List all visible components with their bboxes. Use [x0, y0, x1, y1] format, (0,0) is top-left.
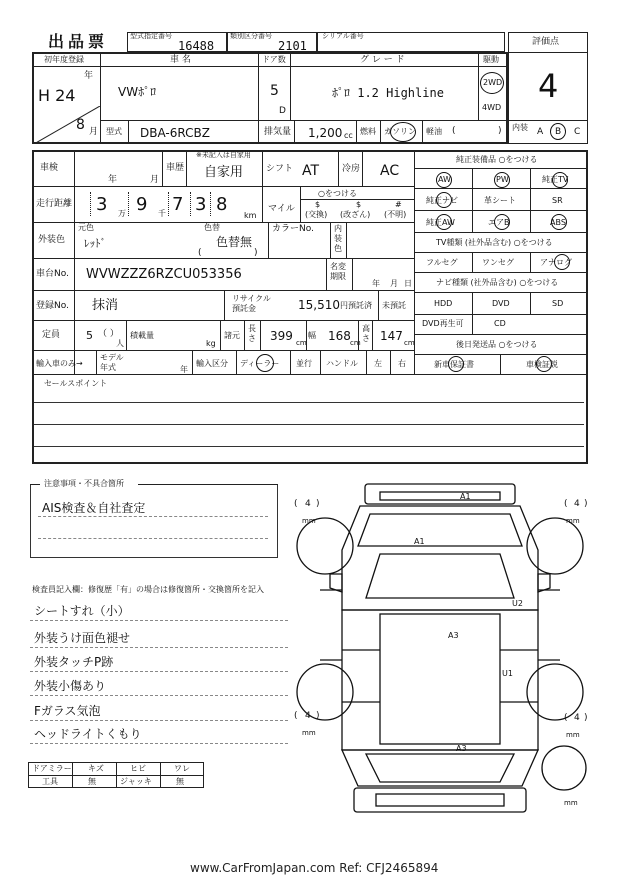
unknown-a: # [395, 200, 402, 209]
navi-sd: SD [552, 299, 564, 308]
interior-a: A [537, 127, 544, 137]
import-label: 輸入車のみ→ [36, 359, 83, 368]
first-reg-era: H 24 [38, 86, 76, 105]
damage-u2: U2 [512, 599, 523, 608]
reg-value: 抹消 [92, 298, 119, 313]
load-label: 積載量 [130, 331, 154, 340]
equip-airbag: エアB [488, 218, 510, 227]
first-reg-label: 初年度登録 [44, 55, 84, 64]
tamper-a: $ [356, 200, 362, 209]
class-label: 類別区分番号 [230, 32, 272, 40]
width-value: 168 [328, 329, 351, 343]
note-item-2: 外装うけ面色褪せ [34, 631, 131, 645]
fuel-circle [390, 122, 416, 142]
disp-label: 排気量 [264, 127, 292, 137]
drive-2wd: 2WD [483, 78, 503, 87]
equip-pw-circle [494, 172, 510, 188]
car-name-value: VWﾎﾟﾛ [118, 85, 157, 99]
navi-title: ナビ種類 (社外品含む) ○をつける [436, 278, 559, 287]
footer-watermark: www.CarFromJapan.com Ref: CFJ2465894 [190, 861, 439, 875]
length-value: 399 [270, 329, 293, 343]
interior-b: B [555, 127, 562, 137]
tv-analog-circle [554, 254, 570, 270]
repaint-value: 色替無 [216, 235, 253, 249]
check-note: ○をつける [318, 189, 357, 198]
shaken-month: 月 [150, 175, 160, 185]
later-cert: 車検証説 [526, 360, 558, 369]
mirror-h0: ドアミラー [32, 764, 72, 773]
grade-label: グ レ ー ド [360, 55, 405, 65]
mileage-digit-5: 8 [216, 194, 228, 215]
navi-dvd: DVD [492, 299, 510, 308]
mile-label: マイル [268, 204, 295, 214]
mirror-h2: ヒビ [130, 764, 146, 773]
import-cat-label: 輸入区分 [196, 359, 228, 368]
doors-label: ドア数 [262, 55, 286, 64]
serial-label: シリアル番号 [322, 32, 364, 40]
color-orig-value: ﾚｯﾄﾞ [84, 237, 106, 250]
notes-title: 注意事項・不具合箇所 [44, 479, 124, 488]
year-unit: 年 [84, 71, 94, 81]
doors-sub: D [279, 106, 286, 116]
tire-fl: 4 [305, 499, 311, 509]
tv-title: TV種類 (社外品含む) ○をつける [436, 238, 553, 247]
drive-2wd-circle [480, 72, 504, 94]
first-reg-month: 8 [76, 117, 85, 133]
height-cm: cm [404, 339, 415, 347]
sheet-title: 出品票 [48, 32, 109, 51]
damage-a1-hood: A1 [414, 537, 425, 546]
use-note: ※未記入は自家用 [196, 151, 251, 159]
note-item-1: シートすれ（小） [34, 604, 130, 618]
tire-rr: 4 [574, 713, 580, 723]
equip-navi-circle [436, 192, 452, 208]
tamper-b: (改ざん) [340, 210, 371, 219]
score-label: 評価点 [532, 37, 560, 47]
parallel-label: 並行 [296, 359, 312, 368]
car-name-label: 車 名 [170, 55, 191, 65]
unit-km: km [244, 211, 257, 220]
notes-line1: AIS検査＆自社査定 [42, 501, 146, 515]
equip-aw2-circle [436, 214, 452, 230]
color-paren-open: ( [198, 248, 202, 258]
equip-pw: PW [496, 175, 509, 184]
car-damage-diagram [290, 470, 600, 850]
tire-fr-mm: mm [566, 517, 580, 525]
width-cm: cm [350, 339, 361, 347]
equip-airbag-circle [494, 214, 510, 230]
equip-navi: 純正ナビ [426, 196, 458, 205]
damage-u1: U1 [502, 669, 513, 678]
interior-c: C [574, 127, 581, 137]
inspector-note: 検査員記入欄：修復歴「有」の場合は修復箇所・交換箇所を記入 [32, 585, 264, 594]
model-year-unit: 年 [180, 365, 188, 374]
mileage-digit-1: 3 [96, 194, 108, 215]
vin-value: WVWZZZ6RZCU053356 [86, 267, 242, 282]
capacity-value: 5 [86, 329, 93, 342]
recycle-label: リサイクル預託金 [232, 294, 271, 313]
length-cm: cm [296, 339, 307, 347]
navi-hdd: HDD [434, 299, 453, 308]
mileage-digit-3: 7 [172, 194, 184, 215]
ac-value: AC [380, 163, 400, 179]
tire-rl: 4 [305, 711, 311, 721]
color-label: 外装色 [38, 235, 66, 245]
note-item-3: 外装タッチP跡 [34, 655, 114, 669]
grade-value: ﾎﾟﾛ 1.2 Highline [332, 86, 444, 100]
tv-fullseg: フルセグ [426, 258, 458, 267]
name-change-label: 名変期限 [330, 262, 346, 281]
capacity-label: 定員 [42, 330, 61, 340]
score-value: 4 [538, 67, 559, 105]
type-value: 16488 [178, 39, 215, 53]
equip-title: 純正装備品 ○をつける [456, 155, 538, 164]
damage-a1-front: A1 [460, 492, 471, 501]
damage-a3-rear: A3 [456, 744, 467, 753]
mirror-v2: ジャッキ [120, 777, 152, 786]
shift-label: シフト [266, 164, 294, 174]
tv-analog: アナログ [540, 258, 572, 267]
height-label: 高さ [362, 324, 370, 343]
shaken-year: 年 [108, 175, 118, 185]
use-value: 自家用 [204, 165, 244, 180]
equip-aw: AW [438, 175, 451, 184]
damage-a3: A3 [448, 631, 459, 640]
month-unit: 月 [89, 127, 99, 137]
sales-point-label: セールスポイント [44, 379, 108, 388]
equip-leather: 革シート [484, 196, 516, 205]
class-value: 2101 [278, 39, 307, 53]
handle-right: 右 [398, 359, 406, 368]
note-item-4: 外装小傷あり [34, 679, 107, 693]
later-warranty: 新車保証書 [434, 360, 474, 369]
tire-fl-mm: mm [302, 517, 316, 525]
recycle-value: 15,510 [298, 298, 340, 312]
unit-man: 万 [118, 209, 126, 218]
load-unit: kg [206, 339, 216, 348]
repaint-label: 色替 [204, 223, 220, 232]
mirror-v0: 工具 [42, 777, 58, 786]
doors-value: 5 [270, 83, 279, 99]
mileage-digit-4: 3 [195, 194, 207, 215]
disp-unit: cc [344, 131, 353, 140]
mileage-label: 走行距離 [36, 199, 73, 209]
equip-sr: SR [552, 196, 563, 205]
ac-label: 冷房 [342, 164, 361, 174]
vin-label: 車台No. [36, 269, 69, 279]
width-label: 幅 [308, 331, 316, 340]
color-paren-close: ) [254, 248, 258, 258]
later-warranty-circle [448, 356, 464, 372]
equip-aw-circle [436, 172, 452, 188]
interior-b-circle [550, 123, 566, 140]
tv-oneseg: ワンセグ [482, 258, 514, 267]
capacity-unit: 人 [116, 339, 124, 348]
later-title: 後日発送品 ○をつける [456, 340, 538, 349]
dims-label: 諸元 [224, 331, 240, 340]
drive-4wd: 4WD [482, 103, 502, 112]
mirror-v3: 無 [176, 777, 184, 786]
recycle-none: 未預託 [382, 301, 406, 310]
recycle-unit: 円預託済 [340, 301, 372, 310]
equip-aw2: 純正AW [426, 218, 455, 227]
dealer-circle [256, 354, 274, 372]
tire-spare-mm: mm [564, 799, 578, 807]
mirror-h3: ワレ [174, 764, 190, 773]
disp-value: 1,200 [308, 126, 343, 140]
mileage-digit-2: 9 [136, 194, 148, 215]
shift-value: AT [302, 163, 320, 179]
use-label: 車歴 [166, 163, 185, 173]
model-value: DBA-6RCBZ [140, 126, 210, 140]
length-label: 長さ [248, 324, 256, 343]
note-item-6: ヘッドライトくもり [34, 727, 142, 741]
navi-dvdplay: DVD再生可 [422, 319, 464, 328]
reg-label: 登録No. [36, 301, 69, 311]
handle-left: 左 [374, 359, 382, 368]
tire-rl-mm: mm [302, 729, 316, 737]
tire-rr-mm: mm [566, 731, 580, 739]
equip-abs: ABS [550, 218, 566, 227]
shaken-label: 車検 [40, 163, 59, 173]
color-orig-label: 元色 [78, 223, 94, 232]
tire-fr: 4 [574, 499, 580, 509]
fuel-value: ガソリン [384, 127, 416, 136]
diesel-label: 軽油 [426, 127, 442, 136]
equip-tv: 純正TV [542, 175, 569, 184]
exchange-b: (交換) [305, 210, 328, 219]
later-cert-circle [536, 356, 552, 372]
fuel-label: 燃料 [360, 127, 376, 136]
exchange-a: $ [315, 200, 321, 209]
mirror-v1: 無 [88, 777, 96, 786]
dealer-label: ディーラー [240, 359, 280, 368]
mirror-h1: キズ [88, 764, 104, 773]
drive-label: 駆動 [483, 55, 499, 64]
note-item-5: Fガラス気泡 [34, 704, 101, 718]
unknown-b: (不明) [384, 210, 407, 219]
model-label: 型式 [106, 127, 122, 136]
interior-color-label: 内装色 [334, 224, 342, 253]
interior-label: 内装 [512, 123, 528, 132]
type-label: 型式指定番号 [130, 32, 172, 40]
handle-label: ハンドル [326, 359, 358, 368]
equip-tv-circle [552, 172, 568, 188]
color-no-label: カラーNo. [272, 224, 314, 234]
height-value: 147 [380, 329, 403, 343]
navi-cd: CD [494, 319, 506, 328]
unit-sen: 千 [158, 209, 166, 218]
model-year-label: モデル年式 [100, 353, 124, 372]
equip-abs-circle [551, 214, 567, 230]
